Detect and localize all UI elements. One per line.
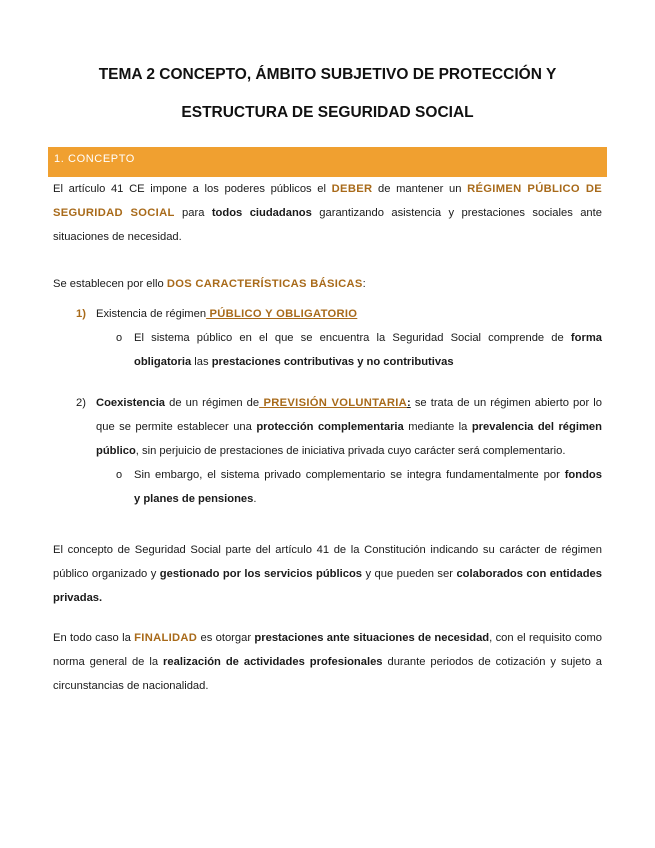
text: para bbox=[174, 207, 212, 219]
keyword-publico-obligatorio: PÚBLICO Y OBLIGATORIO bbox=[206, 308, 358, 320]
bold-text: fondos bbox=[564, 469, 602, 481]
text: En todo caso la bbox=[53, 632, 135, 644]
list-item-1-sub-line-1 bbox=[134, 332, 602, 344]
page-title-line-1: TEMA 2 CONCEPTO, ÁMBITO SUBJETIVO DE PROTECCIÓN Y bbox=[98, 66, 557, 83]
text: . bbox=[253, 493, 257, 505]
bold-text: todos ciudadanos bbox=[211, 207, 312, 219]
text: Existencia de régimen bbox=[96, 308, 207, 320]
paragraph-4-line-2 bbox=[53, 656, 602, 668]
text: : bbox=[407, 397, 411, 409]
text: , con el requisito como bbox=[489, 632, 602, 644]
bold-text: y planes de pensiones bbox=[134, 493, 254, 505]
bold-text: colaborados con entidades bbox=[456, 568, 602, 580]
bold-text: protección complementaria bbox=[256, 421, 404, 433]
bold-text: público bbox=[96, 445, 136, 457]
list-item-1-sub-line-2 bbox=[134, 356, 454, 368]
keyword-deber: DEBER bbox=[331, 183, 373, 195]
text: : bbox=[362, 278, 366, 290]
bold-text: prestaciones ante situaciones de necesidad bbox=[254, 632, 490, 644]
text: garantizando asistencia y prestaciones sociales ante bbox=[311, 207, 602, 219]
section-heading-concepto: 1. CONCEPTO bbox=[48, 147, 607, 177]
keyword-prevision-voluntaria: PREVISIÓN VOLUNTARIA bbox=[259, 397, 408, 409]
keyword-regimen-publico: RÉGIMEN PÚBLICO DE bbox=[467, 183, 602, 195]
text: las bbox=[191, 356, 212, 368]
list-item-2-line-2 bbox=[96, 421, 602, 433]
list-item-2-line-3 bbox=[96, 445, 565, 457]
keyword-finalidad: FINALIDAD bbox=[134, 632, 198, 644]
paragraph-1-line-1 bbox=[53, 183, 602, 195]
text: norma general de la bbox=[53, 656, 164, 668]
paragraph-3-line-3: privadas. bbox=[53, 592, 103, 604]
text: Se establecen por ello bbox=[53, 278, 167, 290]
keyword-seguridad-social: SEGURIDAD SOCIAL bbox=[53, 207, 175, 219]
paragraph-1-line-3: situaciones de necesidad. bbox=[53, 231, 182, 243]
bold-text: forma bbox=[570, 332, 602, 344]
text: que se permite establecer una bbox=[96, 421, 257, 433]
paragraph-4-line-1 bbox=[53, 632, 602, 644]
text: Sin embargo, el sistema privado complementario se integra fundamentalmente por bbox=[134, 469, 565, 481]
list-number-2: 2) bbox=[76, 397, 86, 409]
text: El artículo 41 CE impone a los poderes públicos el bbox=[53, 183, 332, 195]
bullet-icon: o bbox=[116, 469, 123, 481]
keyword-dos-caracteristicas: DOS CARACTERÍSTICAS BÁSICAS bbox=[166, 278, 363, 290]
bold-text: gestionado por los servicios públicos bbox=[159, 568, 362, 580]
text: de un régimen de bbox=[165, 397, 260, 409]
text: El sistema público en el que se encuentra la Seguridad Social comprende de bbox=[134, 332, 571, 344]
paragraph-1-line-2 bbox=[53, 207, 602, 219]
bold-text: prestaciones contributivas y no contributivas bbox=[211, 356, 454, 368]
paragraph-3-line-2 bbox=[53, 568, 602, 580]
bold-text: prevalencia del régimen bbox=[471, 421, 602, 433]
list-item-2-sub-line-2 bbox=[134, 493, 257, 505]
paragraph-2 bbox=[53, 278, 366, 290]
list-item-2-line-1 bbox=[96, 397, 602, 409]
bold-text: obligatoria bbox=[134, 356, 192, 368]
page-title-line-2: ESTRUCTURA DE SEGURIDAD SOCIAL bbox=[181, 104, 474, 121]
list-item-1 bbox=[96, 308, 357, 320]
bullet-icon: o bbox=[116, 332, 123, 344]
text: se trata de un régimen abierto por lo bbox=[410, 397, 602, 409]
text: de mantener un bbox=[372, 183, 468, 195]
text: durante periodos de cotización y sujeto a bbox=[382, 656, 602, 668]
text: mediante la bbox=[403, 421, 472, 433]
bold-text: Coexistencia bbox=[96, 397, 166, 409]
text: y que pueden ser bbox=[362, 568, 457, 580]
paragraph-3-line-1: El concepto de Seguridad Social parte del artículo 41 de la Constitución indicando su carácter de régimen bbox=[53, 544, 602, 556]
text: público organizado y bbox=[53, 568, 160, 580]
list-item-2-sub-line-1 bbox=[134, 469, 602, 481]
bold-text: realización de actividades profesionales bbox=[163, 656, 383, 668]
text: es otorgar bbox=[197, 632, 255, 644]
paragraph-4-line-3: circunstancias de nacionalidad. bbox=[53, 680, 209, 692]
text: , sin perjuicio de prestaciones de iniciativa privada cuyo carácter será complementario. bbox=[135, 445, 566, 457]
list-number-1: 1) bbox=[76, 308, 86, 320]
